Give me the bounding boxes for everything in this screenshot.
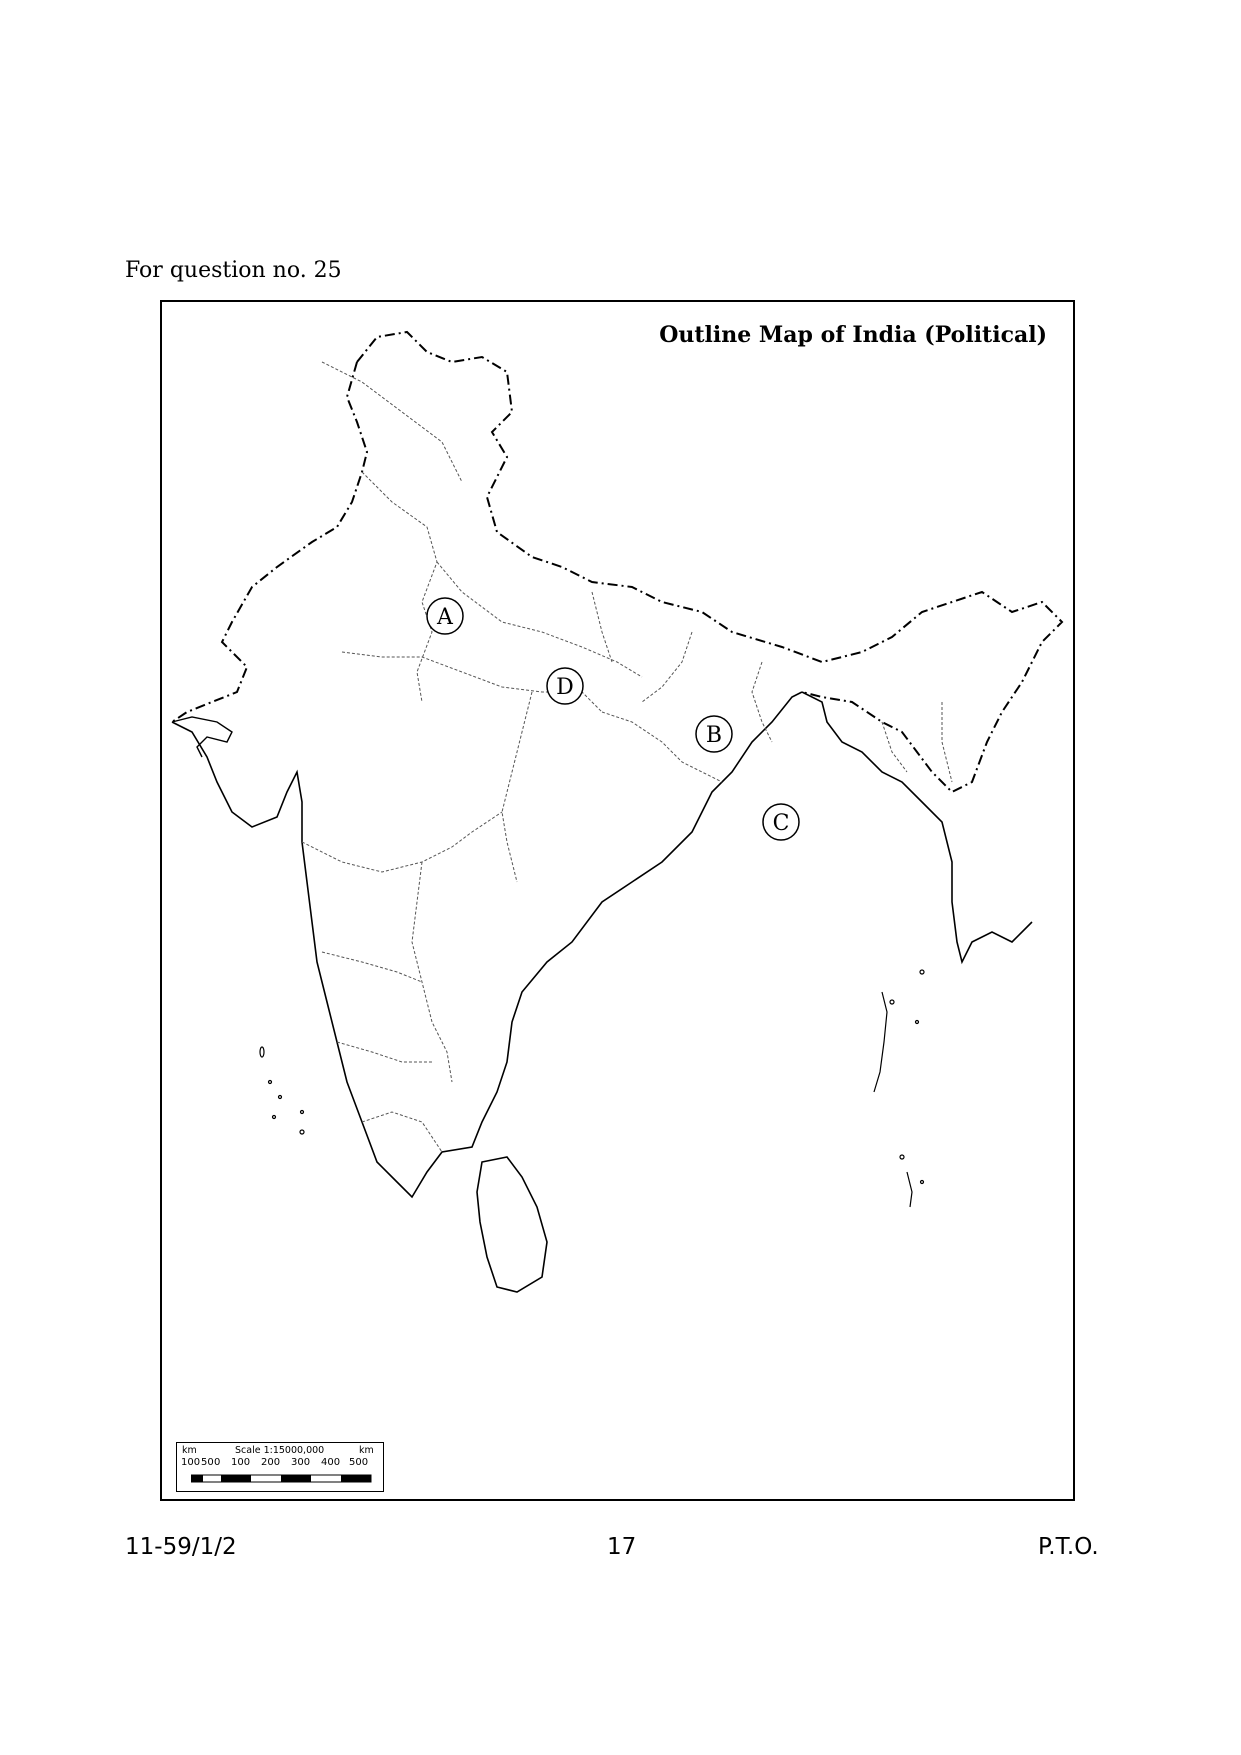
sri-lanka-outline [477, 1157, 547, 1292]
marker-b-label: B [705, 723, 723, 748]
marker-d-label: D [556, 675, 574, 700]
marker-a [427, 598, 463, 634]
scale-ratio: Scale 1:15000,000 [235, 1445, 325, 1456]
scale-tick: 200 [261, 1457, 281, 1468]
northeast-outline [802, 692, 1032, 962]
lakshadweep-islands [260, 1047, 304, 1134]
marker-b [696, 716, 732, 752]
scale-tick: 100 [231, 1457, 251, 1468]
scale-tick: 500 [349, 1457, 369, 1468]
question-label: For question no. 25 [125, 258, 342, 283]
india-coastline [172, 692, 802, 1197]
pto-label: P.T.O. [1038, 1534, 1099, 1560]
scale-tick: 300 [291, 1457, 311, 1468]
india-political-map [162, 302, 1073, 1499]
scale-graphic [191, 1473, 375, 1485]
footer-code: 11-59/1/2 [125, 1534, 237, 1560]
india-western-boundary [172, 362, 367, 722]
scale-unit-left: km [182, 1445, 197, 1456]
scale-unit-right: km [359, 1445, 374, 1456]
andaman-nicobar-islands [874, 970, 924, 1207]
state-boundaries [302, 362, 952, 1152]
marker-d [547, 668, 583, 704]
scale-ticks [181, 1457, 379, 1469]
scale-tick: 400 [321, 1457, 341, 1468]
marker-c [763, 804, 799, 840]
map-frame [160, 300, 1075, 1501]
gulf-of-kutch-outline [172, 717, 232, 757]
scale-tick: 100 [181, 1457, 201, 1468]
marker-c-label: C [772, 811, 790, 836]
scale-tick: 50 [201, 1457, 214, 1468]
page-number: 17 [607, 1534, 637, 1560]
marker-a-label: A [437, 605, 453, 630]
scale-tick: 0 [214, 1457, 221, 1468]
map-title: Outline Map of India (Political) [659, 322, 1047, 348]
scale-bar [176, 1442, 384, 1492]
